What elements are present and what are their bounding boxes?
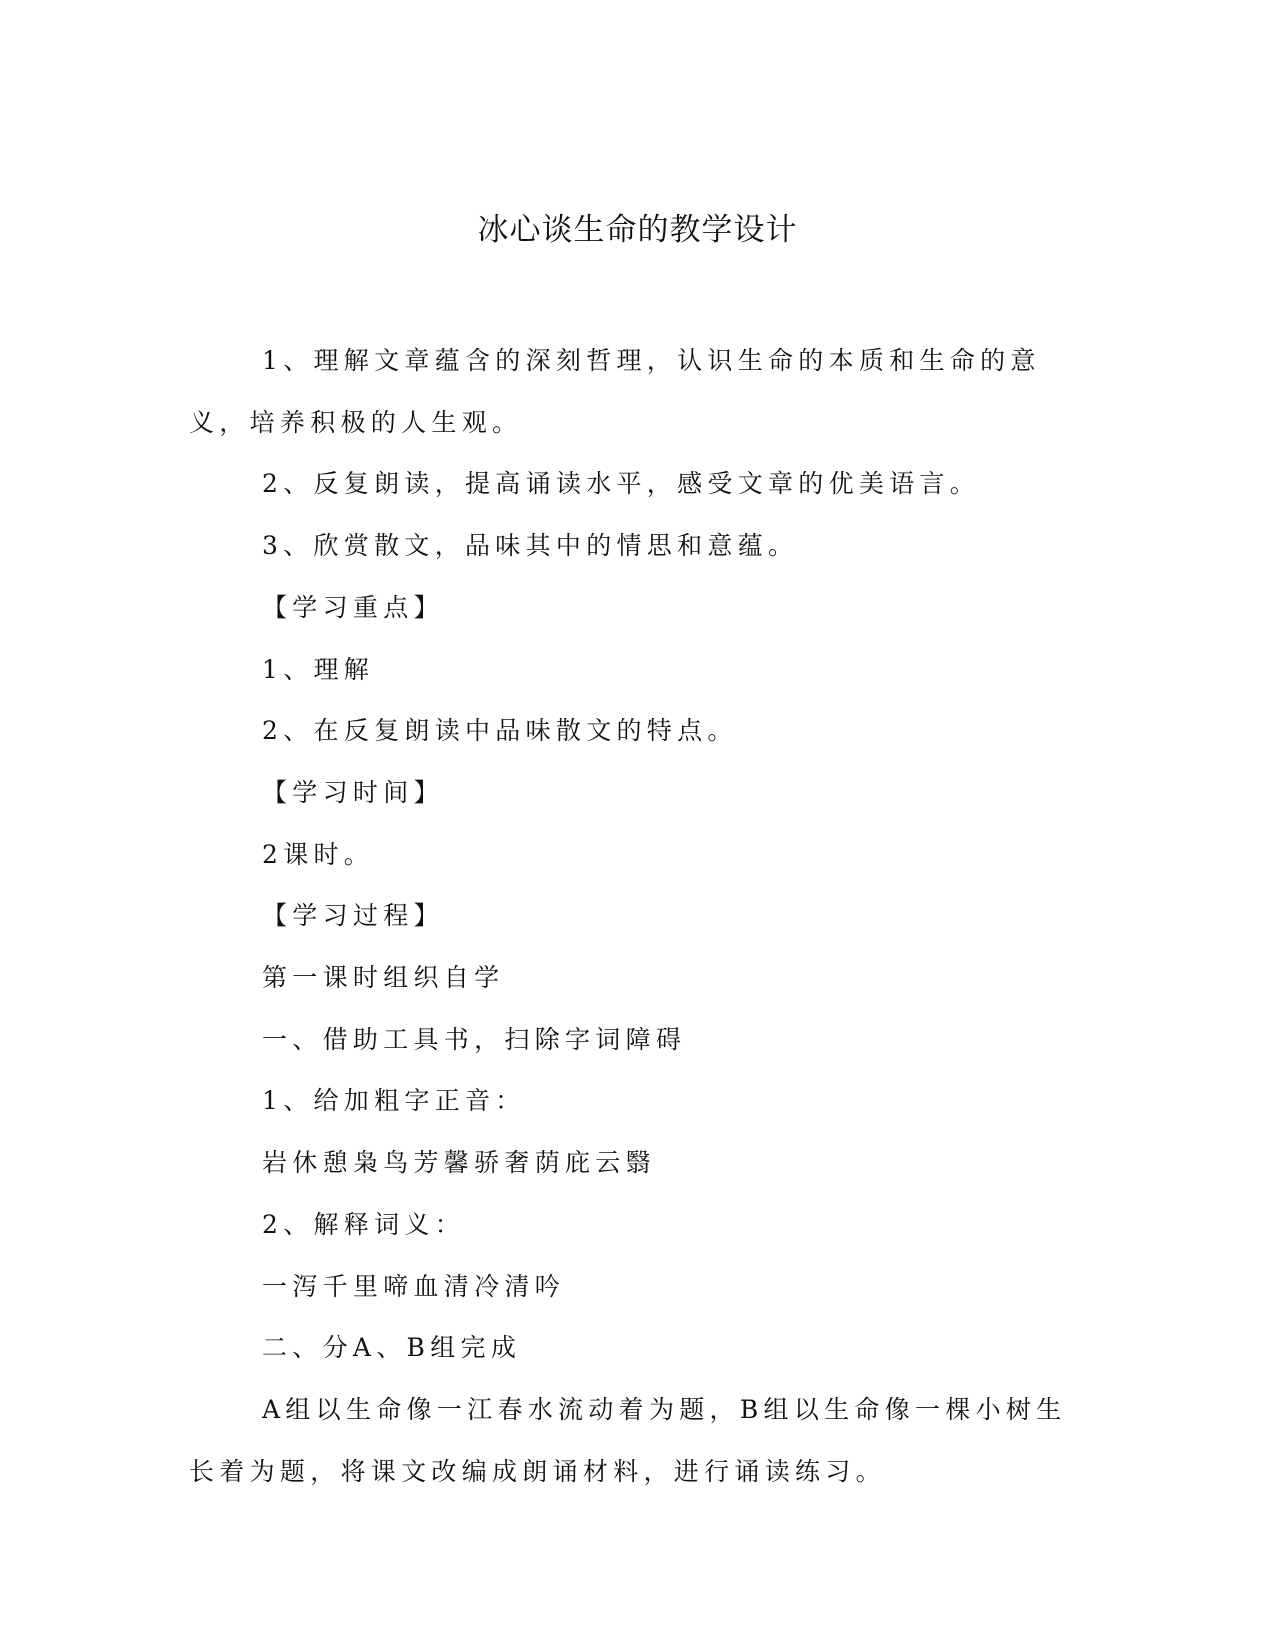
objective-3: 3、欣赏散文，品味其中的情思和意蕴。 [262,531,799,561]
lesson-one-heading: 第一课时组织自学 [262,963,505,993]
pronunciation-words: 岩休憩枭鸟芳馨骄奢荫庇云翳 [262,1148,656,1178]
section-heading-time: 【学习时间】 [262,777,444,807]
group-task: A组以生命像一江春水流动着为题，B组以生命像一棵小树生长着为题，将课文改编成朗诵材料，进行诵读练习。 [189,1394,1067,1486]
definition-words: 一泻千里啼血清冷清吟 [262,1271,566,1301]
document-body [189,330,1089,1502]
step-one-heading: 一、借助工具书，扫除字词障碍 [262,1024,687,1054]
section-heading-process: 【学习过程】 [262,901,444,931]
definition-task: 2、解释词义： [262,1209,466,1239]
time-value: 2课时。 [262,839,375,869]
step-two-heading: 二、分A、B组完成 [262,1333,522,1363]
key-point-2: 2、在反复朗读中品味散文的特点。 [262,716,738,746]
section-heading-key-points: 【学习重点】 [262,592,444,622]
pronunciation-task: 1、给加粗字正音： [262,1086,526,1116]
document-title: 冰心谈生命的教学设计 [477,212,798,248]
objective-2: 2、反复朗读，提高诵读水平，感受文章的优美语言。 [262,469,981,499]
key-point-1: 1、理解 [262,654,375,684]
objective-1: 1、理解文章蕴含的深刻哲理，认识生命的本质和生命的意义，培养积极的人生观。 [189,346,1041,437]
